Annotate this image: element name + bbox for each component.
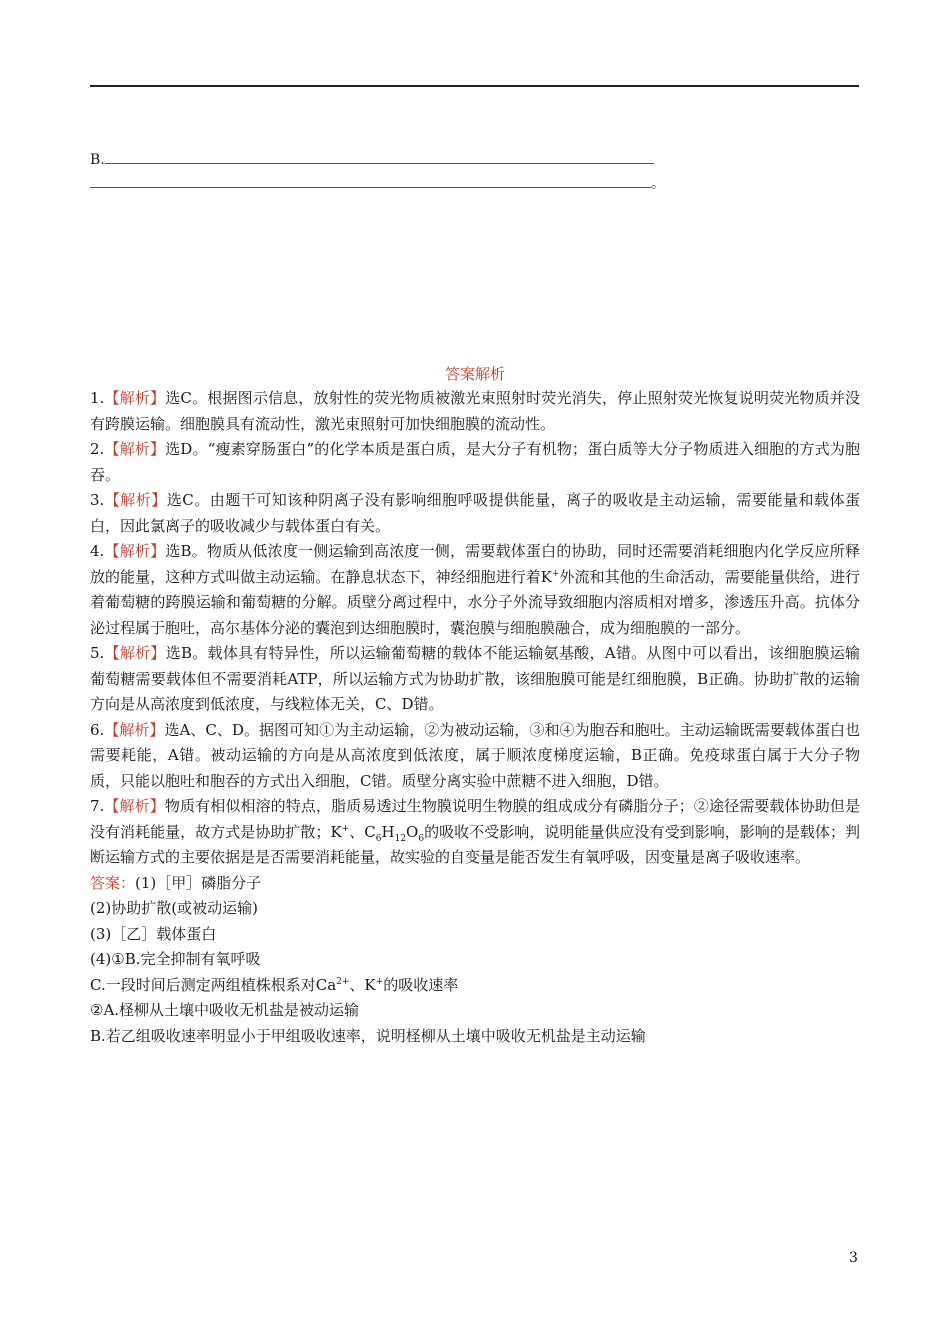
answer-label: 答案： bbox=[90, 873, 136, 892]
answer-line-5: C.一段时间后测定两组植株根系对$Ca^{2+}$、K+的吸收速率 bbox=[90, 975, 459, 994]
page-number: 3 bbox=[849, 1250, 858, 1266]
answer-line-7: B.若乙组吸收速率明显小于甲组吸收速率，说明柽柳从土壤中吸收无机盐是主动运输 bbox=[90, 1026, 646, 1045]
explanation-item-7: 7.【解析】物质有相似相溶的特点，脂质易透过生物膜说明生物膜的组成成分有磷脂分子；②途径需要载体协助但是没有消耗能量，故方式是协助扩散；K+、$C_6H_{12}O_6$的吸收不受影响，说明能量供应没有受到影响，影响的是载体；判断运输方式的主要依据是是否需要消耗能量，故实验的自变量是能否发生有氧呼吸，因变量是离子吸收速率。 bbox=[90, 797, 860, 866]
explanation-item-2: 2.【解析】选D。“瘦素穿肠蛋白”的化学本质是蛋白质，是大分子有机物；蛋白质等大分子物质进入细胞的方式为胞吞。 bbox=[90, 440, 860, 484]
explanation-item-1: 1.【解析】选C。根据图示信息，放射性的荧光物质被激光束照射时荧光消失，停止照射荧光恢复说明荧光物质并没有跨膜运输。细胞膜具有流动性，激光束照射可加快细胞膜的流动性。 bbox=[90, 389, 860, 433]
answer-blank-1 bbox=[105, 150, 654, 164]
analysis-tag: 【解析】 bbox=[104, 389, 166, 407]
analysis-tag: 【解析】 bbox=[104, 542, 166, 560]
fill-in-line-continuation bbox=[90, 174, 665, 193]
explanation-list bbox=[90, 386, 860, 1049]
header-rule bbox=[90, 85, 859, 87]
explanation-item-4: 4.【解析】选B。物质从低浓度一侧运输到高浓度一侧，需要载体蛋白的协助，同时还需要消耗细胞内化学反应所释放的能量，这种方式叫做主动运输。在静息状态下，神经细胞进行着K+外流和其他的生命活动，需要能量供给，进行着葡萄糖的跨膜运输和葡萄糖的分解。质壁分离过程中，水分子外流导致细胞内溶质相对增多，渗透压升高。抗体分泌过程属于胞吐，高尔基体分泌的囊泡到达细胞膜时，囊泡膜与细胞膜融合，成为细胞膜的一部分。 bbox=[90, 542, 860, 637]
explanation-item-6: 6.【解析】选A、C、D。据图可知①为主动运输，②为被动运输，③和④为胞吞和胞吐。主动运输既需要载体蛋白也需要耗能，A错。被动运输的方向是从高浓度到低浓度，属于顺浓度梯度运输，B正确。免疫球蛋白属于大分子物质，只能以胞吐和胞吞的方式出入细胞，C错。质壁分离实验中蔗糖不进入细胞，D错。 bbox=[90, 720, 860, 790]
answer-blank-2 bbox=[90, 174, 651, 188]
explanation-item-5: 5.【解析】选B。载体具有特异性，所以运输葡萄糖的载体不能运输氨基酸，A错。从图中可以看出，该细胞膜运输葡萄糖需要载体但不需要消耗ATP，所以运输方式为协助扩散，该细胞膜可能是红细胞膜，B正确。协助扩散的运输方向是从高浓度到低浓度，与线粒体无关，C、D错。 bbox=[90, 644, 860, 713]
answer-line-2: (2)协助扩散(或被动运输) bbox=[90, 899, 258, 917]
fill-in-end-mark: 。 bbox=[651, 176, 665, 192]
analysis-tag: 【解析】 bbox=[104, 491, 167, 509]
answer-line-1: 答案：(1)［甲］磷脂分子 bbox=[90, 873, 262, 892]
answer-line-3: (3)［乙］载体蛋白 bbox=[90, 924, 217, 943]
explanation-item-3: 3.【解析】选C。由题干可知该种阴离子没有影响细胞呼吸提供能量，离子的吸收是主动运输，需要能量和载体蛋白，因此氯离子的吸收减少与载体蛋白有关。 bbox=[90, 491, 860, 535]
fill-in-line-b bbox=[90, 150, 654, 169]
section-title: 答案解析 bbox=[444, 365, 505, 383]
analysis-tag: 【解析】 bbox=[104, 644, 166, 662]
answer-line-4: (4)①B.完全抑制有氧呼吸 bbox=[90, 950, 261, 968]
analysis-tag: 【解析】 bbox=[104, 720, 165, 739]
analysis-tag: 【解析】 bbox=[104, 440, 166, 458]
analysis-tag: 【解析】 bbox=[104, 797, 165, 815]
fill-in-label: B. bbox=[90, 152, 105, 168]
answer-line-6: ②A.柽柳从土壤中吸收无机盐是被动运输 bbox=[90, 1001, 360, 1019]
